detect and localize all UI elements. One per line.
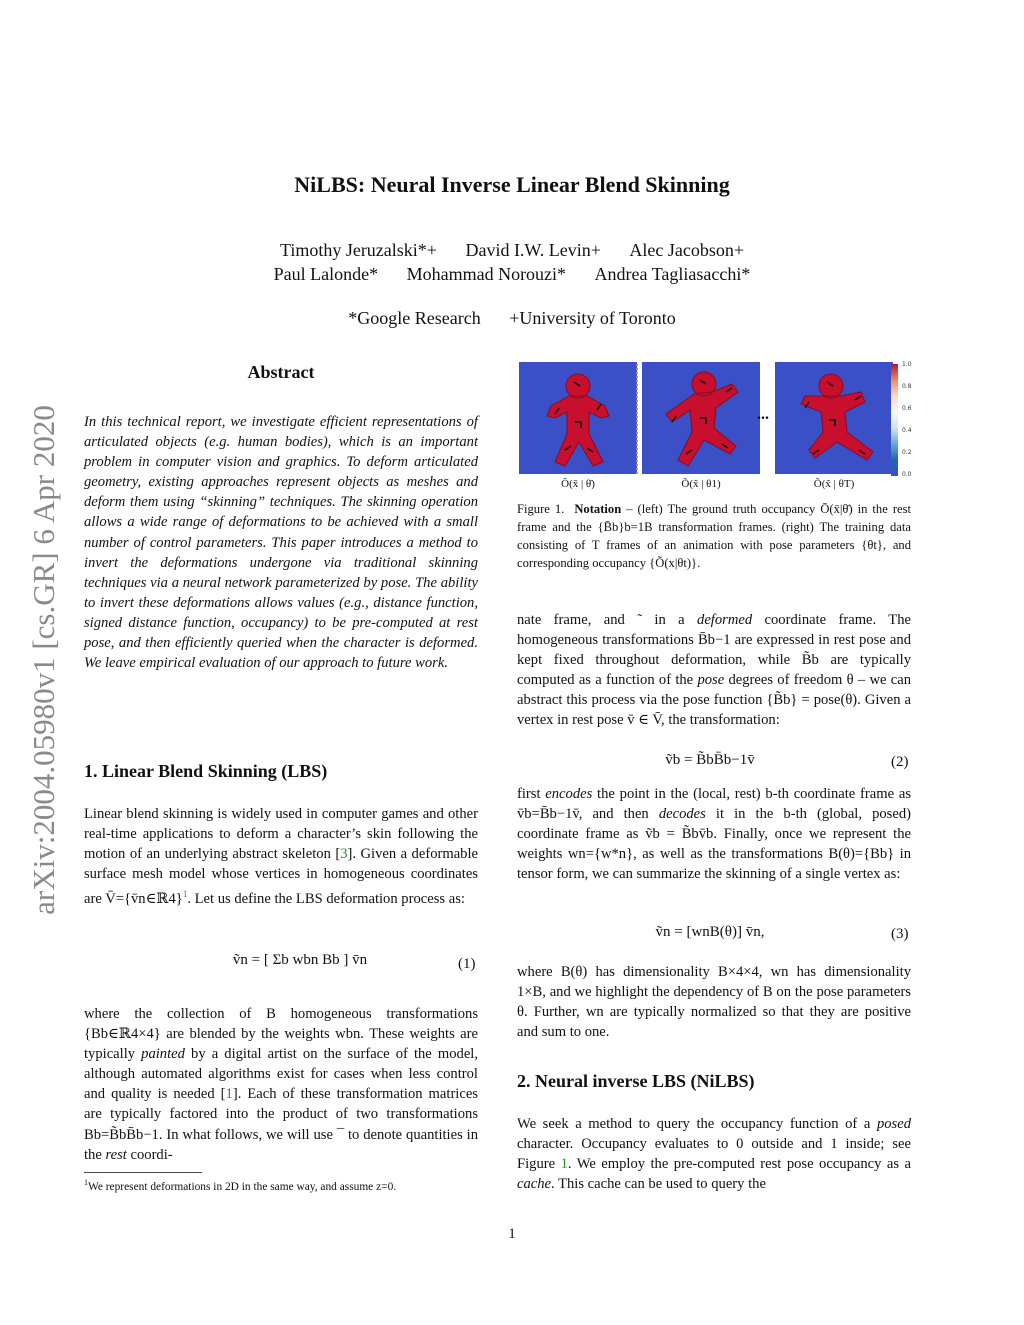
emphasis: encodes — [545, 786, 593, 802]
author: Andrea Tagliasacchi* — [594, 264, 751, 284]
affiliations — [0, 308, 1024, 329]
figure-ellipsis: ... — [757, 406, 769, 423]
authors-row-2 — [0, 264, 1024, 285]
panel-label-frame-1: Õ(x̃ | θ1) — [681, 478, 721, 490]
emphasis: deformed — [697, 612, 753, 628]
author: Mohammad Norouzi* — [406, 264, 567, 284]
arxiv-sidebar — [18, 360, 68, 960]
figure-panel-frame-t — [775, 362, 893, 474]
equation-1-number: (1) — [458, 956, 476, 972]
text-run: . Let us define the LBS deformation process as: — [187, 891, 465, 908]
colorbar — [891, 364, 898, 476]
author: David I.W. Levin+ — [465, 240, 601, 260]
rest-pose-figure — [519, 362, 637, 474]
footnote-mark: 1 — [84, 1178, 88, 1187]
emphasis: cache — [517, 1176, 552, 1193]
emphasis: rest — [105, 1146, 127, 1163]
text-run: . We employ the pre-computed rest pose occupancy as a — [567, 1156, 911, 1173]
text-run: where the collection of B homogeneous transformations {Bb∈ℝ4×4} are blended by the weights wbn. These weights are typically — [84, 1006, 478, 1063]
section-1-paragraph-2 — [84, 1004, 478, 1165]
author: Paul Lalonde* — [273, 264, 379, 284]
emphasis: painted — [141, 1046, 185, 1063]
text-run: by a digital artist on the surface of the model, although automated algorithms exist for cases when less control and quality is needed [ — [84, 1046, 478, 1103]
section-1-paragraph-1 — [84, 804, 478, 909]
right-paragraph-3: where B(θ) has dimensionality B×4×4, wn has dimensionality 1×B, and we highlight the dependency of B on the pose parameters θ. Further, wn are typically normalized so that they are positive and sum to one. — [517, 964, 911, 1041]
footnote-link[interactable]: 1 — [182, 889, 188, 900]
figure-panel-frame-1 — [642, 362, 760, 474]
emphasis: posed — [876, 1116, 911, 1132]
posed-figure-1 — [642, 362, 760, 474]
text-run: . This cache can be used to query the — [551, 1176, 766, 1193]
affiliation: *Google Research — [348, 308, 481, 328]
right-paragraph-1 — [517, 610, 911, 731]
author: Timothy Jeruzalski*+ — [279, 240, 437, 260]
right-paragraph-4 — [517, 1114, 911, 1194]
equation-3-number: (3) — [891, 926, 909, 942]
figure-1-caption — [517, 500, 911, 572]
emphasis: decodes — [658, 806, 706, 823]
caption-text: – (left) The ground truth occupancy Ō(x̄|θ̄) in the rest frame and the {B̄b}b=1B transformation frames. (right) The training data consisting of T frames of an animation with pose parameters {θt}, and corresponding occupancy {Õ(x|θt)}. — [517, 502, 911, 570]
colorbar-tick: 1.0 — [902, 361, 912, 368]
section-2-heading: 2. Neural inverse LBS (NiLBS) — [517, 1071, 755, 1091]
footnote — [84, 1178, 484, 1193]
text-run: degrees of freedom θ – we can abstract this process via the pose function {B̃b} = pose(θ). Given a vertex in rest pose v̄ ∈ V̄, the transformation: — [517, 672, 911, 729]
colorbar-tick: 0.2 — [902, 449, 912, 456]
abstract-text: In this technical report, we investigate efficient representations of articulated objects (e.g. human bodies), which is an important problem in computer vision and graphics. To deform articulated geometry, existing approaches represent objects as meshes and deform them using “skinning” techniques. The skinning operation allows a wide range of deformations to be achieved with a small number of control parameters. This paper introduces a method to invert the deformations undergone via traditional skinning techniques via a neural network parameterized by pose. The ability to invert these deformations allows values (e.g., distance function, signed distance function, occupancy) to be pre-computed at rest pose, and then efficiently queried when the character is deformed. We leave empirical evaluation of our approach to future work. — [84, 414, 478, 672]
page-number: 1 — [508, 1226, 516, 1242]
text-run: ]. Each of these transformation matrices are typically factored into the product of two transformations Bb=B̃bB̄b−1. In what follows, we will use ¯ to denote quantities in the — [84, 1086, 478, 1163]
colorbar-tick: 0.6 — [902, 405, 912, 412]
emphasis: pose — [697, 672, 725, 689]
equation-1: ṽn = [ Σb wbn Bb ] v̄n — [232, 952, 368, 968]
text-run: character. Occupancy evaluates to 0 outside and 1 inside; see Figure — [517, 1136, 911, 1173]
text-run: coordinate frame. The homogeneous transformations B̄b−1 are expressed in rest pose and kept fixed throughout deformation, while B̃b are typically computed as a function of the — [517, 612, 911, 689]
text-run: We seek a method to query the occupancy function of a — [517, 1116, 877, 1132]
equation-3: ṽn = [wnB(θ)] v̄n, — [655, 924, 765, 940]
text-run: coordi- — [126, 1146, 173, 1163]
authors-row-1 — [0, 240, 1024, 261]
panel-label-rest: Ō(x̄ | θ̄) — [561, 478, 595, 490]
citation-link[interactable]: 3 — [340, 846, 348, 863]
text-run: it in the b-th (global, posed) coordinate frame as ṽb = B̃bv̄b. Finally, once we represent the weights wn={w*n}, as well as the transformations B(θ)={Bb} in tensor form, we can summarize the skinning of a single vertex as: — [517, 806, 911, 883]
posed-figure-t — [775, 362, 893, 474]
colorbar-tick: 0.8 — [902, 383, 912, 390]
text-run: ]. Given a deformable surface mesh model whose vertices in homogeneous coordinates are V̄={v̄n∈ℝ4} — [84, 846, 479, 908]
footnote-text: We represent deformations in 2D in the same way, and assume z=0. — [88, 1180, 397, 1193]
figure-link[interactable]: 1 — [560, 1156, 568, 1173]
equation-2: ṽb = B̃bB̄b−1v̄ — [665, 752, 755, 768]
text-run: nate frame, and ˜ in a — [517, 612, 698, 628]
caption-prefix: Figure 1. — [517, 502, 565, 516]
text-run: the point in the (local, rest) b-th coordinate frame as v̄b=B̄b−1v̄, and then — [517, 786, 911, 823]
section-1-heading: 1. Linear Blend Skinning (LBS) — [84, 761, 328, 781]
paper-title: NiLBS: Neural Inverse Linear Blend Skinning — [294, 172, 730, 197]
caption-bold: Notation — [574, 502, 622, 516]
affiliation: +University of Toronto — [509, 308, 676, 328]
colorbar-tick: 0.4 — [902, 427, 912, 434]
text-run: first — [517, 786, 546, 802]
footnote-rule — [84, 1172, 202, 1173]
citation-link[interactable]: 1 — [225, 1086, 233, 1103]
right-paragraph-2 — [517, 784, 911, 884]
equation-2-number: (2) — [891, 754, 909, 770]
author: Alec Jacobson+ — [629, 240, 745, 260]
arxiv-id: arXiv:2004.05980v1 [cs.GR] 6 Apr 2020 — [26, 405, 61, 915]
text-run: Linear blend skinning is widely used in computer games and other real-time applications to deform a character’s skin following the motion of an underlying abstract skeleton [ — [84, 806, 478, 863]
figure-divider — [636, 364, 638, 474]
figure-panel-rest — [519, 362, 637, 474]
colorbar-tick: 0.0 — [902, 471, 912, 478]
abstract-heading: Abstract — [247, 362, 315, 382]
panel-label-frame-t: Õ(x̃ | θT) — [813, 478, 855, 490]
